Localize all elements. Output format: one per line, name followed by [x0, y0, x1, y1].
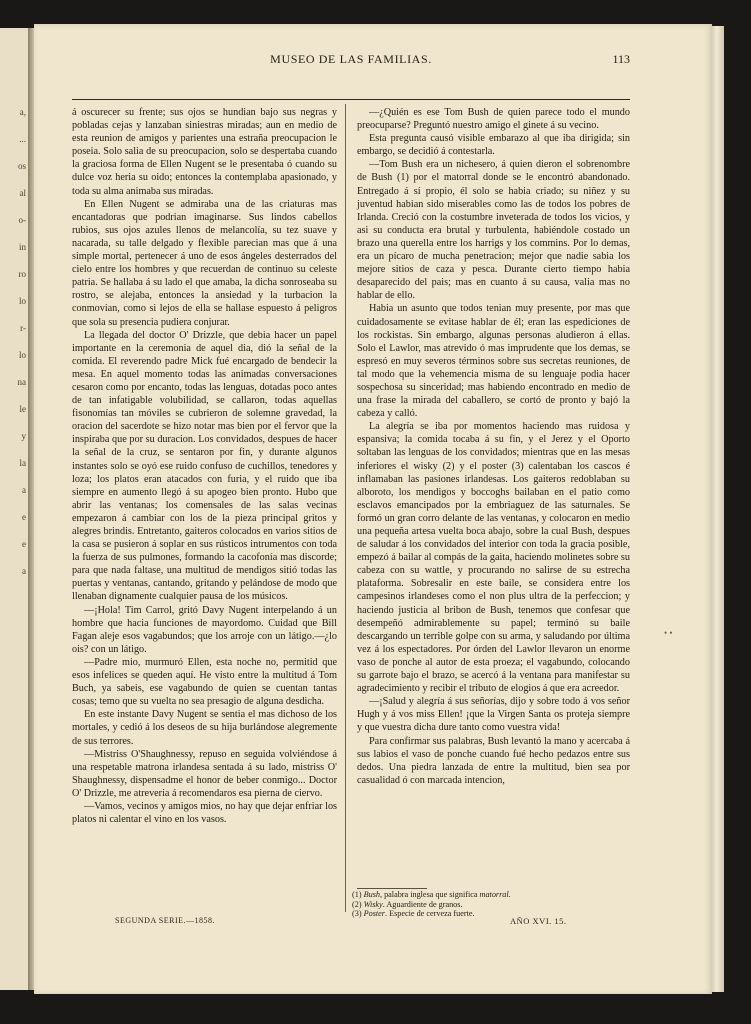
- paragraph: á oscurecer su frente; sus ojos se hundian bajo sus negras y pobladas cejas y lanzaban siniestras miradas; aun en medio de esta reunion de amigos y parientes una estraña preocupacion le poseia. Solo salia de su preocupacion, solo se despertaba cuando la graciosa forma de Ellen Nugent se le presentaba ó cuando su dulce voz heria su oido; entonces la contemplaba apasionado, y toda su alma animaba sus miradas.: [72, 107, 337, 197]
- facing-page-fragment: ...: [19, 134, 26, 144]
- facing-page-fragment: lo: [18, 296, 26, 306]
- facing-page-fragment: ro: [18, 269, 26, 279]
- paragraph: En Ellen Nugent se admiraba una de las criaturas mas encantadoras que podrian imaginarse. Sus lindos cabellos rubios, sus ojos azules llenos de melancolía, su tez suave y nacarada, su talle delgado y flexible parecian mas que á una simple mortal, pertenecer á uno de esos ángeles desterrados del cielo entre los hombres y que recuerdan de continuo su celeste patria. Se hallaba á su lado el que amaba, la dicha sonroseaba su rostro, se alejaba, entonces la ansiedad y la turbacion la conmovian, como si lejos de ella se hallase espuesto á peligros que sola su presencia pudiera conjurar.: [72, 198, 337, 328]
- paragraph: —¡Salud y alegría á sus señorías, dijo y sobre todo á vos señor Hugh y á vos miss Ellen! ¡que la Virgen Santa os proteja siempre y que vuestra dicha dure tanto como vuestra vida!: [357, 696, 630, 734]
- paragraph: —Tom Bush era un nichesero, á quien dieron el sobrenombre de Bush (1) por el matorral donde se le encontró abandonado. Entregado á sí propio, él solo se habia criado; su niñez y su juventud habian sido miserables como las de todos los pobres de Irlanda. Creció con la costumbre inveterada de todos los vicios, y asi su conducta era brutal y turbulenta, habiéndole costado un brazo una querella entre los harrigs y los commins. Por lo demas, era un pícaro de mucha penetracion; mejor que nadie sabia los mejore sitios de caza y pesca. Durante cierto tiempo habia desaparecido del pais; mas en cuanto á su causa, valia mas no hablar de ello.: [357, 159, 630, 302]
- facing-page-fragment: a,: [19, 107, 26, 117]
- year-footer: AÑO XVI. 15.: [510, 916, 567, 926]
- facing-page-fragment: o-: [18, 215, 26, 225]
- paragraph: —Vamos, vecinos y amigos mios, no hay que dejar enfriar los platos ni calentar el vino en los vasos.: [72, 800, 337, 826]
- left-column: [72, 106, 337, 826]
- paragraph: Esta pregunta causó visible embarazo al que iba dirigida; sin embargo, se decidió á contestarla.: [357, 133, 630, 158]
- footnote-rule: [357, 888, 427, 889]
- facing-page-fragment: e: [22, 512, 26, 522]
- footnote: (3) Poster. Especie de cerveza fuerte.: [352, 909, 475, 919]
- footnote: (1) Bush, palabra inglesa que significa matorral.: [352, 890, 511, 899]
- facing-page-fragment: lo: [18, 350, 26, 360]
- facing-page-fragment: a: [22, 566, 26, 576]
- journal-title: MUSEO DE LAS FAMILIAS.: [270, 52, 432, 66]
- facing-page-fragment: y: [21, 431, 26, 441]
- page-number: 113: [612, 52, 630, 66]
- facing-page-fragment: e: [22, 539, 26, 549]
- header-rule: [72, 99, 630, 100]
- facing-page-sliver: [0, 28, 29, 990]
- footnotes: [352, 890, 632, 919]
- running-header: [72, 52, 630, 72]
- facing-page-fragment: r-: [20, 323, 26, 333]
- facing-page-fragment: na: [17, 377, 26, 387]
- column-divider: [345, 104, 346, 912]
- marginal-mark: • •: [664, 628, 673, 638]
- facing-page-fragment: al: [19, 188, 26, 198]
- series-footer: SEGUNDA SERIE.—1858.: [115, 916, 216, 925]
- footnote: (2) Wisky. Aguardiente de granos.: [352, 899, 463, 909]
- right-column: [357, 106, 630, 787]
- paragraph: —¡Hola! Tim Carrol, gritó Davy Nugent interpelando á un hombre que hacia funciones de mayordomo. Cuidad que Bill Fagan aleje esos vagabundos; que los arroje con un látigo.—¿lo ois? con un látigo.: [72, 604, 337, 655]
- paragraph: Habia un asunto que todos tenian muy presente, por mas que cuidadosamente se evitase hablar de él; eran las espediciones de los rockistas. Sin embargo, algunas personas aludieron á ellas. Solo el Lawlor, mas atrevido ó mas imprudente que los demas, se espresó en muy severos términos sobre sus secretas reuniones, de tal modo que la vehemencia misma de su lenguaje podia hacer sospechosa su sinceridad; mas habiendo encontrado en medio de una frase la mirada del caballero, se cortó de pronto y bajó la cabeza y calló.: [357, 303, 630, 420]
- page-edge: [712, 26, 724, 992]
- paragraph: En este instante Davy Nugent se sentia el mas dichoso de los mortales, y cedió á los deseos de su hija burlándose alegremente de sus terrores.: [72, 709, 337, 747]
- paragraph: —¿Quién es ese Tom Bush de quien parece todo el mundo preocuparse? Preguntó nuestro amigo el ginete á su vecino.: [357, 107, 630, 132]
- facing-page-fragment: os: [17, 161, 26, 171]
- facing-page-fragment: le: [19, 404, 26, 414]
- facing-page-fragment: la: [19, 458, 26, 468]
- paragraph: —Padre mio, murmuró Ellen, esta noche no, permitid que esos infelices se queden aquí. He visto entre la multitud á Tom Buch, ya sabeis, ese vagabundo de quien se cuentan tantas cosas; temo que su vuelta no sea presagio de alguna desdicha.: [72, 656, 337, 708]
- facing-page-fragment: in: [18, 242, 26, 252]
- paragraph: Para confirmar sus palabras, Bush levantó la mano y acercaba á sus labios el vaso de ponche cuando fué hecho pedazos entre sus dedos. Una piedra lanzada de entre la multitud, bien sea por casualidad ó con marcada intencion,: [357, 735, 630, 786]
- paragraph: La alegría se iba por momentos haciendo mas ruidosa y espansiva; la comida tocaba á su fin, y el Jerez y el Oporto soltaban las lenguas de los convidados; mientras que en las mesas inferiores el wisky (2) y el poster (3) calentaban los cascos é inflamaban las pasiones irlandesas. Los gaiteros redoblaban su alboroto, los mendigos y boccoghs bailaban en el patio como esclavos emancipados por la embriaguez de las saturnales. Se formó un gran corro delante de las ventanas, y colocaron en medio una pequeña artesa vuelta boca abajo, sobre la cual Bush, despues de saludar á los convidados del interior con toda la gracia posible, empezó á bailar al compás de la gaita, haciendo molinetes sobre su cabeza con su wattle, y procurando no salirse de su estrecha plataforma. Sobresalir en este baile, se considera entre los campesinos irlandeses como el non plus ultra de la perfeccion; y haciendo justicia al bribon de Bush, tenemos que confesar que desempeñó admirablemente su papel; terminó su baile descargando un terrible golpe con su arma, y saludando por última vez á los espectadores. Por órden del Lawlor llevaron un enorme vaso de ponche al autor de esta proeza; el vagabundo, colocando su garrote bajo el brazo, se acercó á la ventana para manifestar su agradecimiento y recibir el tributo de elogios á que era acreedor.: [357, 421, 630, 695]
- paragraph: —Mistriss O'Shaughnessy, repuso en seguida volviéndose á una respetable matrona irlandesa sentada á su lado, mistriss O' Shaughnessy, dispensadme el honor de beber conmigo... Doctor O' Drizzle, me atreveria á recomendaros esa pierna de ciervo.: [72, 748, 337, 799]
- paragraph: La llegada del doctor O' Drizzle, que debia hacer un papel importante en la ceremonia de aquel dia, dió la señal de la comida. El reverendo padre Mick fué encargado de bendecir la mesa. En aquel momento todas las animadas conversaciones cesaron como por encanto, todas las lenguas, dotadas poco antes de tan infatigable volubilidad, se callaron, todas aquellas fisonomías tan móviles se cubrieron de solemne gravedad, la oracion del sacerdote se hizo notar mas bien por el fervor que la inspiraba que por su duracion. Los convidados, despues de hacer la señal de la cruz, se sentaron por fin, y durante algunos instantes solo se oyó ese ruido confuso de cuchillos, tenedores y loza; los platos eran atacados con furia, y el ruido que iba siempre en aumento llegó á su apogeo bien pronto. Hubo que abrir las ventanas; los comensales de las salas vecinas empezaron á cambiar con los de la pieza principal gritos y alegres brindis. Entretanto, gaiteros colocados en varios sitios de la casa se pusieron á soplar en sus rústicos intrumentos con toda la fuerza de sus pulmones, formando la cacofonía mas discorde; para que nada faltase, una multitud de mendigos sitió todas las puertas y ventanas, cantando, gritando y pelándose de modo que llenaban dignamente cualquier pausa de los músicos.: [72, 329, 337, 603]
- facing-page-fragment: a: [22, 485, 26, 495]
